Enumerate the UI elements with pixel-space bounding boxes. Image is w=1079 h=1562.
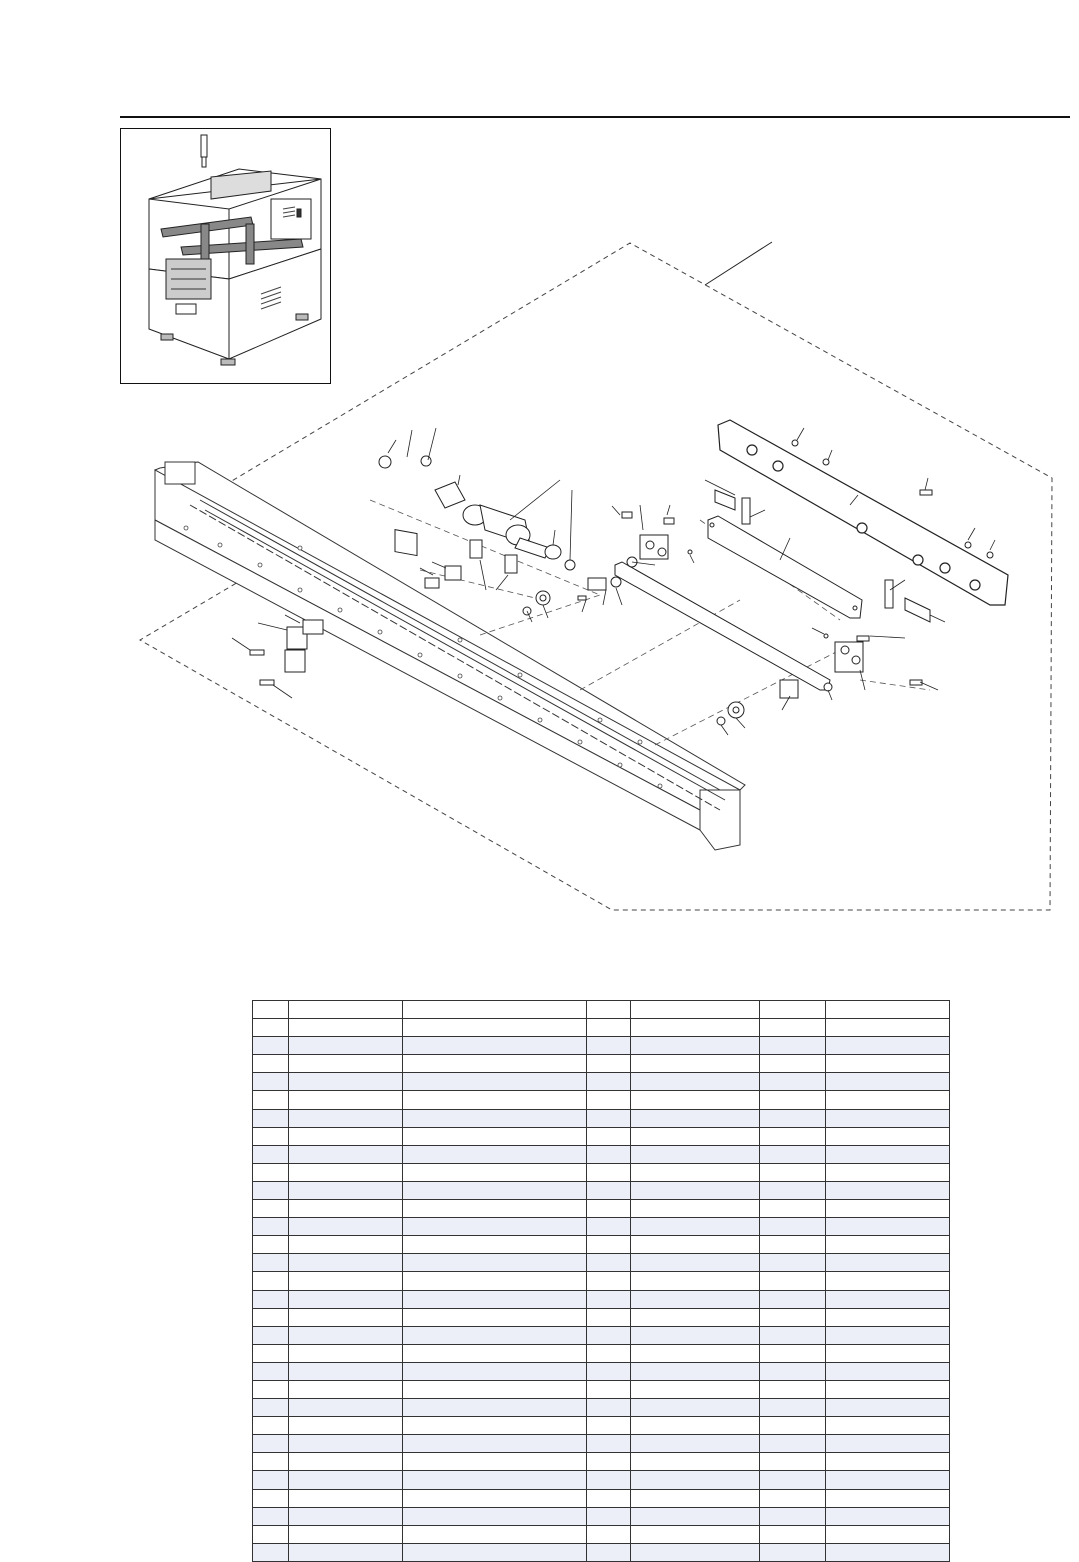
table-cell [253,1181,289,1199]
table-cell [403,1109,587,1127]
table-cell [826,1417,950,1435]
table-cell [289,1145,403,1163]
table-cell [760,1254,826,1272]
table-cell [760,1037,826,1055]
table-cell [289,1037,403,1055]
table-cell [631,1037,760,1055]
table-cell [289,1471,403,1489]
mounting-plate [718,420,1008,605]
table-row [253,1163,950,1181]
table-cell [631,1236,760,1254]
table-cell [253,1525,289,1543]
table-row [253,1254,950,1272]
table-cell [631,1326,760,1344]
table-cell [403,1344,587,1362]
table-cell [253,1399,289,1417]
table-cell [826,1055,950,1073]
table-cell [826,1254,950,1272]
table-cell [631,1109,760,1127]
table-cell [289,1326,403,1344]
table-cell [289,1181,403,1199]
table-cell [760,1453,826,1471]
table-cell [760,1272,826,1290]
table-cell [826,1362,950,1380]
table-cell [253,1272,289,1290]
table-row [253,1200,950,1218]
table-cell [826,1181,950,1199]
table-cell [826,1290,950,1308]
table-cell [826,1489,950,1507]
table-cell [631,1489,760,1507]
table-cell [631,1181,760,1199]
col-header-3 [403,1001,587,1019]
table-cell [826,1471,950,1489]
table-cell [826,1109,950,1127]
table-cell [289,1200,403,1218]
table-cell [631,1525,760,1543]
table-cell [760,1163,826,1181]
table-row [253,1453,950,1471]
col-header-6 [760,1001,826,1019]
table-cell [760,1489,826,1507]
table-cell [253,1453,289,1471]
table-cell [587,1181,631,1199]
table-cell [403,1543,587,1561]
table-cell [631,1055,760,1073]
table-cell [826,1453,950,1471]
table-cell [587,1471,631,1489]
table-cell [253,1254,289,1272]
table-row [253,1109,950,1127]
table-cell [253,1308,289,1326]
col-header-7 [826,1001,950,1019]
table-cell [403,1055,587,1073]
table-cell [587,1344,631,1362]
table-row [253,1471,950,1489]
table-cell [631,1543,760,1561]
table-row [253,1181,950,1199]
table-cell [253,1218,289,1236]
table-row [253,1525,950,1543]
table-cell [253,1507,289,1525]
table-cell [403,1091,587,1109]
table-cell [403,1308,587,1326]
col-header-4 [587,1001,631,1019]
table-cell [826,1326,950,1344]
table-cell [587,1417,631,1435]
table-cell [289,1254,403,1272]
parts-table-body [253,1019,950,1562]
table-cell [631,1453,760,1471]
table-cell [760,1525,826,1543]
table-cell [403,1163,587,1181]
table-cell [289,1525,403,1543]
table-cell [289,1073,403,1091]
table-cell [253,1344,289,1362]
table-cell [760,1127,826,1145]
table-cell [403,1507,587,1525]
table-cell [403,1326,587,1344]
table-cell [253,1091,289,1109]
table-cell [587,1109,631,1127]
table-cell [587,1507,631,1525]
table-cell [587,1073,631,1091]
table-row [253,1127,950,1145]
table-cell [631,1362,760,1380]
table-cell [253,1290,289,1308]
col-header-1 [253,1001,289,1019]
table-row [253,1399,950,1417]
table-cell [631,1471,760,1489]
table-cell [587,1145,631,1163]
table-cell [403,1489,587,1507]
table-cell [587,1399,631,1417]
table-row [253,1037,950,1055]
table-cell [760,1308,826,1326]
table-cell [403,1037,587,1055]
table-cell [631,1254,760,1272]
table-cell [403,1362,587,1380]
table-cell [587,1127,631,1145]
table-row [253,1091,950,1109]
table-cell [760,1200,826,1218]
table-cell [289,1019,403,1037]
table-cell [826,1127,950,1145]
table-cell [289,1308,403,1326]
table-cell [587,1019,631,1037]
table-cell [289,1417,403,1435]
table-cell [403,1525,587,1543]
table-row [253,1055,950,1073]
table-cell [631,1091,760,1109]
table-cell [826,1380,950,1398]
parts-table-header-row [253,1001,950,1019]
table-cell [760,1236,826,1254]
table-cell [587,1453,631,1471]
table-cell [253,1236,289,1254]
table-cell [826,1091,950,1109]
table-cell [253,1326,289,1344]
table-cell [826,1272,950,1290]
table-cell [403,1254,587,1272]
table-cell [253,1145,289,1163]
table-cell [760,1055,826,1073]
table-row [253,1272,950,1290]
table-cell [587,1091,631,1109]
table-row [253,1326,950,1344]
table-row [253,1380,950,1398]
table-cell [826,1073,950,1091]
table-cell [253,1163,289,1181]
table-cell [289,1236,403,1254]
table-cell [587,1308,631,1326]
table-cell [253,1543,289,1561]
table-cell [253,1037,289,1055]
table-cell [587,1290,631,1308]
table-cell [587,1272,631,1290]
table-cell [631,1290,760,1308]
table-cell [253,1417,289,1435]
table-cell [631,1435,760,1453]
table-cell [403,1272,587,1290]
table-cell [403,1073,587,1091]
table-row [253,1236,950,1254]
table-cell [587,1525,631,1543]
table-cell [760,1145,826,1163]
table-cell [587,1489,631,1507]
table-row [253,1145,950,1163]
table-cell [760,1091,826,1109]
table-cell [289,1435,403,1453]
table-cell [826,1543,950,1561]
table-cell [760,1435,826,1453]
table-cell [631,1127,760,1145]
table-row [253,1218,950,1236]
table-cell [826,1145,950,1163]
table-cell [587,1435,631,1453]
table-cell [289,1127,403,1145]
table-cell [587,1218,631,1236]
table-cell [587,1326,631,1344]
table-cell [403,1453,587,1471]
main-rail [155,462,745,850]
table-cell [631,1399,760,1417]
table-cell [403,1019,587,1037]
table-cell [587,1037,631,1055]
table-cell [760,1218,826,1236]
table-cell [760,1507,826,1525]
table-cell [289,1362,403,1380]
table-cell [587,1200,631,1218]
table-row [253,1362,950,1380]
table-cell [253,1435,289,1453]
table-cell [289,1399,403,1417]
table-cell [403,1218,587,1236]
table-cell [403,1435,587,1453]
table-cell [403,1290,587,1308]
table-row [253,1308,950,1326]
cylinder-assembly [379,456,575,588]
table-cell [826,1525,950,1543]
table-cell [826,1200,950,1218]
table-cell [253,1073,289,1091]
table-cell [826,1037,950,1055]
table-cell [760,1344,826,1362]
table-cell [403,1471,587,1489]
table-cell [587,1055,631,1073]
table-cell [826,1163,950,1181]
col-header-5 [631,1001,760,1019]
table-cell [760,1362,826,1380]
table-cell [631,1163,760,1181]
table-cell [289,1109,403,1127]
guide-plate [708,516,862,618]
table-cell [289,1453,403,1471]
table-cell [631,1200,760,1218]
table-cell [403,1417,587,1435]
table-cell [403,1181,587,1199]
table-cell [403,1145,587,1163]
table-cell [403,1399,587,1417]
table-cell [760,1181,826,1199]
table-cell [826,1399,950,1417]
table-cell [289,1507,403,1525]
table-cell [826,1435,950,1453]
table-cell [587,1380,631,1398]
table-cell [289,1543,403,1561]
table-cell [631,1417,760,1435]
table-cell [253,1380,289,1398]
table-cell [826,1236,950,1254]
table-cell [289,1055,403,1073]
table-row [253,1019,950,1037]
table-cell [587,1543,631,1561]
table-cell [403,1127,587,1145]
table-cell [289,1489,403,1507]
table-cell [253,1362,289,1380]
table-cell [631,1145,760,1163]
table-cell [631,1272,760,1290]
table-cell [253,1200,289,1218]
table-cell [760,1109,826,1127]
table-row [253,1344,950,1362]
table-cell [289,1380,403,1398]
table-cell [289,1344,403,1362]
table-cell [403,1236,587,1254]
table-row [253,1543,950,1561]
table-cell [760,1471,826,1489]
table-cell [289,1218,403,1236]
table-cell [631,1344,760,1362]
table-cell [253,1055,289,1073]
table-cell [587,1362,631,1380]
table-cell [631,1308,760,1326]
table-cell [760,1290,826,1308]
table-cell [587,1163,631,1181]
table-cell [760,1326,826,1344]
table-cell [631,1218,760,1236]
table-cell [826,1344,950,1362]
table-cell [403,1380,587,1398]
table-cell [253,1471,289,1489]
table-cell [587,1254,631,1272]
table-cell [631,1019,760,1037]
table-row [253,1290,950,1308]
table-cell [631,1380,760,1398]
table-cell [631,1073,760,1091]
table-cell [760,1380,826,1398]
table-cell [289,1272,403,1290]
table-row [253,1435,950,1453]
table-cell [253,1019,289,1037]
table-cell [760,1019,826,1037]
table-cell [253,1109,289,1127]
table-row [253,1073,950,1091]
table-cell [826,1507,950,1525]
table-cell [289,1290,403,1308]
table-cell [826,1019,950,1037]
table-cell [403,1200,587,1218]
table-cell [289,1091,403,1109]
table-cell [587,1236,631,1254]
parts-table [252,1000,950,1562]
table-cell [760,1073,826,1091]
table-row [253,1489,950,1507]
table-cell [253,1489,289,1507]
table-cell [631,1507,760,1525]
table-cell [760,1543,826,1561]
table-cell [253,1127,289,1145]
table-row [253,1417,950,1435]
table-row [253,1507,950,1525]
table-cell [289,1163,403,1181]
table-cell [760,1399,826,1417]
table-cell [826,1218,950,1236]
table-cell [826,1308,950,1326]
col-header-2 [289,1001,403,1019]
table-cell [760,1417,826,1435]
